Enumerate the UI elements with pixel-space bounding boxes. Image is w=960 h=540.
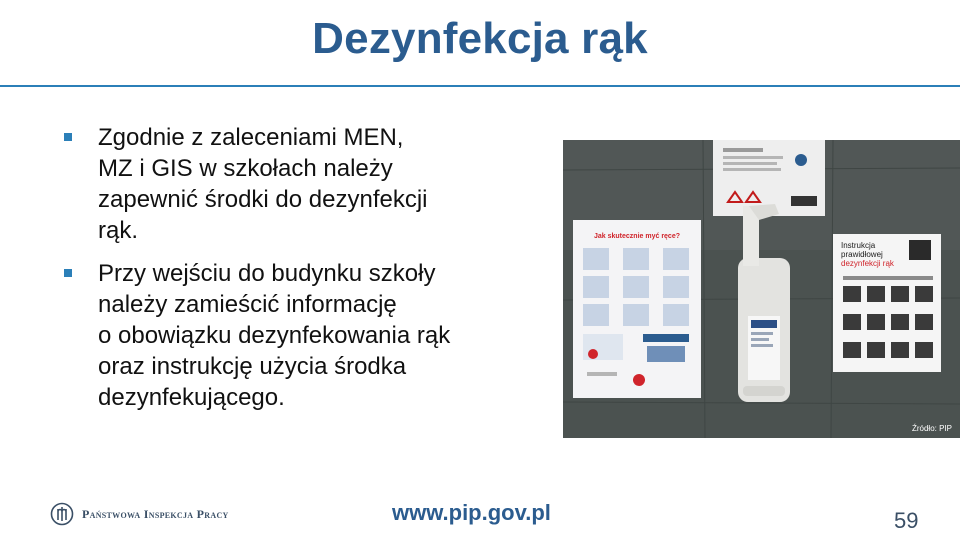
photo-source-credit: Źródło: PIP: [911, 424, 952, 433]
organization-name: Państwowa Inspekcja Pracy: [82, 506, 229, 521]
svg-text:Jak skutecznie myć ręce?: Jak skutecznie myć ręce?: [594, 233, 680, 240]
disinfection-instruction-poster: [833, 234, 941, 372]
handwashing-poster: [573, 220, 701, 398]
svg-text:dezynfekcji rąk: dezynfekcji rąk: [841, 259, 894, 268]
bullet-line: rąk.: [98, 217, 139, 244]
bullet-marker-icon: [64, 133, 72, 141]
title-divider: [0, 85, 960, 87]
pip-emblem-icon: [50, 502, 74, 526]
bullet-line: o obowiązku dezynfekowania rąk: [98, 322, 451, 349]
bullet-line: zapewnić środki do dezynfekcji: [98, 186, 428, 213]
bullet-line: Przy wejściu do budynku szkoły: [98, 260, 436, 287]
bullet-item: [64, 258, 544, 413]
bullet-item: [64, 122, 544, 246]
bullet-line: należy zamieścić informację: [98, 291, 397, 318]
website-url[interactable]: www.pip.gov.pl: [392, 500, 551, 525]
svg-text:prawidłowej: prawidłowej: [841, 250, 883, 259]
bullet-line: dezynfekującego.: [98, 384, 285, 411]
sanitizer-station-photo: [563, 140, 960, 438]
slide-title: Dezynfekcja rąk: [312, 14, 648, 63]
page-number: 59: [894, 508, 919, 533]
bullet-line: Zgodnie z zaleceniami MEN,: [98, 124, 404, 151]
bullet-line: oraz instrukcję użycia środka: [98, 353, 407, 380]
organization-logo: [50, 500, 229, 528]
bullet-line: MZ i GIS w szkołach należy: [98, 155, 393, 182]
bullet-list: [64, 122, 544, 425]
bullet-marker-icon: [64, 269, 72, 277]
svg-text:Instrukcja: Instrukcja: [841, 241, 876, 250]
